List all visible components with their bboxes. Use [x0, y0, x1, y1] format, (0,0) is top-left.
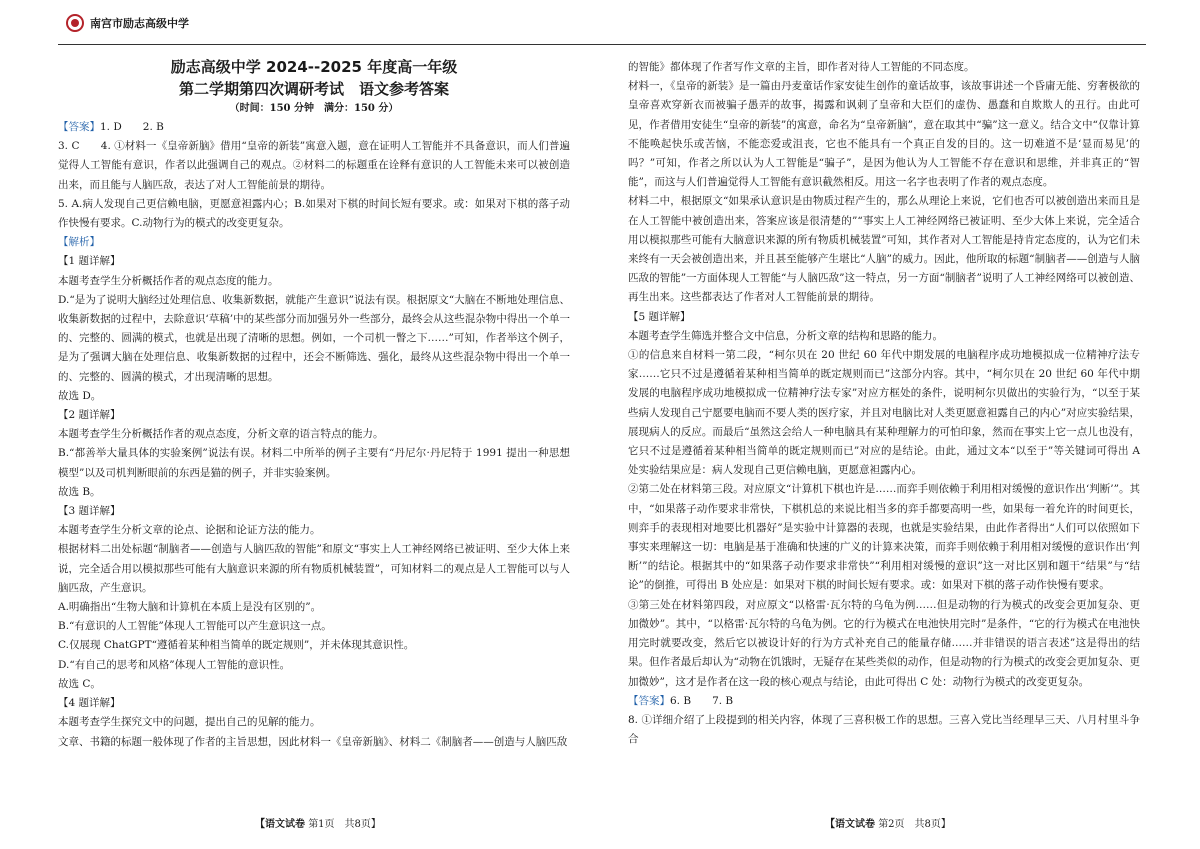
- paragraph: [58, 252, 570, 271]
- paragraph-text: D.“有自己的思考和风格”体现人工智能的意识性。: [58, 658, 291, 671]
- paragraph-text: 【4 题详解】: [58, 697, 121, 710]
- paragraph-text: 故选 D。: [58, 389, 102, 402]
- paragraph-text: 5. A.病人发现自己更信赖电脑，更愿意袒露内心；B.如果对下棋的时间长短有要求。或：如果对下棋的落子动作快慢有要求。C.动物行为的模式的改变更复杂。: [58, 197, 570, 230]
- right-column-body: [628, 58, 1140, 749]
- paragraph: [58, 137, 570, 195]
- paragraph-text: 故选 C。: [58, 677, 101, 690]
- answer-tag: 【答案】: [58, 121, 100, 133]
- school-name-logo-text: 南宫市励志高级中学: [90, 17, 189, 30]
- page-footer-right: [825, 815, 951, 830]
- left-column-body: [58, 118, 570, 752]
- paragraph-text: 【5 题详解】: [628, 310, 691, 323]
- paragraph-text: C.仅展现 ChatGPT“遵循着某种相当简单的既定规则”，并未体现其意识性。: [58, 639, 415, 652]
- paragraph: [58, 521, 570, 540]
- answer-tag: 【解析】: [58, 236, 100, 249]
- paragraph: [628, 596, 1140, 692]
- paragraph: [58, 483, 570, 502]
- document-title-line2: 第二学期第四次调研考试 语文参考答案: [178, 80, 449, 98]
- paragraph-text: 8. ①详细介绍了上段提到的相关内容，体现了三喜积极工作的思想。三喜入党比当经理早三天、八月村里斗争合: [628, 713, 1140, 746]
- paragraph-text: 本题考查学生分析概括作者的观点态度，分析文章的语言特点的能力。: [58, 428, 384, 441]
- paragraph-text: ①的信息来自材料一第二段，“柯尔贝在 20 世纪 60 年代中期发展的电脑程序成功地模拟成一位精神疗法专家……它只不过是遵循着某种相当简单的既定规则而已”这部分内容。其中，“柯尔贝在 20 世纪 60 年代中期发展的电脑程序成功地模拟成一位精神疗法专家”对应方框处的条件，说明柯尔贝做出的实验行为，“以至于某些病人发现自己宁愿要电脑而不要人类的医疗家，并且对电脑比对人类更愿意袒露自己的内心”对应实验结果，展现病人的反应。而最后“虽然这会给人一种电脑具有某种理解力的可怕印象，然而在事实上它一点儿也没有，它只不过是遵循着某种相当简单的既定规则而已”对应的是结论。由此，通过文本“以至于”等关键词可得出 A 处实验结果应是：病人发现自己更信赖电脑，更愿意袒露内心。: [628, 349, 1140, 477]
- paragraph-text: 【2 题详解】: [58, 409, 121, 422]
- paragraph-text: ③第三处在材料第四段，对应原文“以格雷·瓦尔特的乌龟为例……但是动物的行为模式的改变会更加复杂、更加微妙”。其中，“以格雷·瓦尔特的乌龟为例。它的行为模式在电池快用完时”是条件，“它的行为模式在电池快用完时就要改变，然后它以被设计好的行为方式补充自己的能量存储……并非错误的语言表述”这是得出的结果。但作者最后却认为“动物在饥饿时，无疑存在某些类似的动作，但是动物的行为模式的改变会更加复杂、更加微妙”，这才是作者在这一段的核心观点与结论，由此可得出 C 处：动物行为模式的改变更复杂。: [628, 598, 1140, 688]
- paragraph: [58, 617, 570, 636]
- paragraph: [58, 502, 570, 521]
- paragraph: [58, 444, 570, 482]
- paragraph: [58, 195, 570, 233]
- paragraph-text: 文章、书籍的标题一般体现了作者的主旨思想，因此材料一《皇帝新脑》、材料二《制脑者——创造与人脑匹敌: [58, 735, 568, 748]
- paragraph-text: 1. D 2. B: [100, 121, 164, 133]
- paragraph: [628, 192, 1140, 307]
- paragraph-text: ②第二处在材料第三段。对应原文“计算机下棋也许是……而弈手则依赖于利用相对缓慢的意识作出‘判断’”。其中，“如果落子动作要求非常快，下棋机总的来说比相当多的弈手都要高明一些，如果每一着允许的时间更长，则弈手的表现相对地要比机器好”是实验中计算器的表现，也就是实验结果，由此作者得出“人们可以依照如下事实来理解这一切：电脑是基于准确和快速的广义的计算来决策，而弈手则依赖于利用相对缓慢的意识作出‘判断’”的结论。根据其中的“如果落子动作要求非常快”“利用相对缓慢的意识”这一对比区别和题干“结果”与“结论”的倒推，可得出 B 处应是：如果对下棋的时间长短有要求。或：如果对下棋的落子动作快慢有要求。: [628, 483, 1140, 592]
- footer-left-page: 第1页 共8页】: [308, 819, 381, 830]
- header-divider: [58, 44, 1146, 45]
- paragraph-text: 故选 B。: [58, 485, 101, 498]
- paragraph-text: B.“有意识的人工智能”体现人工智能可以产生意识这一点。: [58, 620, 332, 633]
- paragraph-text: 材料二中，根据原文“如果承认意识是由物质过程产生的，那么从理论上来说，它们也否可以被创造出来而且是在人工智能中被创造出来，答案应该是很清楚的”“事实上人工神经网络已被证明、至少大体上来说，完全适合用以模拟那些可能有大脑意识来源的所有物质机械装置”可知，其作者对人工智能是持肯定态度的，认为它们未来终有一天会被创造出来，并且甚至能够产生堪比“人脑”的威力。因此，他所取的标题“制脑者——创造与人脑匹敌的智能”一方面体现人工智能“与人脑匹敌”这一特点，另一方面“制脑者”说明了人工神经网络可以被创造、再生出来。这些都表达了作者对人工智能前景的期待。: [628, 195, 1140, 304]
- paragraph: [628, 308, 1140, 327]
- paragraph: [58, 540, 570, 598]
- paragraph: [58, 118, 570, 137]
- school-logo: [66, 14, 189, 32]
- paragraph: [58, 656, 570, 675]
- paragraph: [58, 272, 570, 291]
- document-title-line1: 励志高级中学 2024--2025 年度高一年级: [170, 58, 458, 76]
- footer-right-label: 【语文试卷: [825, 819, 875, 830]
- left-column: [58, 56, 570, 752]
- paragraph: [58, 598, 570, 617]
- right-column: [628, 58, 1140, 749]
- paragraph-text: A.明确指出“生物大脑和计算机在本质上是没有区别的”。: [58, 601, 322, 614]
- paragraph-text: 的智能》都体现了作者写作文章的主旨，即作者对待人工智能的不同态度。: [628, 61, 975, 73]
- footer-left-label: 【语文试卷: [255, 819, 305, 830]
- page-footer-left: [255, 815, 381, 830]
- paragraph: [58, 233, 570, 252]
- paragraph: [628, 346, 1140, 480]
- paragraph: [58, 291, 570, 387]
- paragraph: [628, 58, 1140, 77]
- paragraph-text: 材料一，《皇帝的新装》是一篇由丹麦童话作家安徒生创作的童话故事，该故事讲述一个昏庸无能、穷奢极欲的皇帝喜欢穿新衣而被骗子愚弄的故事，揭露和讽刺了皇帝和大臣们的虚伪、愚蠢和自欺欺人的丑行。由此可见，作者借用安徒生“皇帝的新装”的寓意，命名为“皇帝新脑”，意在取其中“骗”这一意义。结合文中“仅靠计算不能唤起快乐或苦恼，不能恋爱或沮丧，它也不能具有一个真正自发的目的。这一切难道不是‘显而易见’的吗？”可知，作者之所以认为人工智能是“骗子”，是因为他认为人工智能不存在意识和思维，并非真正的“智能”，而这与人们普遍觉得人工智能有意识截然相反。用这一名字也表明了作者的观点态度。: [628, 80, 1140, 189]
- paragraph: [58, 387, 570, 406]
- paragraph-text: B.“都善举大量具体的实验案例”说法有误。材料二中所举的例子主要有“丹尼尔·丹尼特于 1991 提出一种思想模型”以及司机判断眼前的东西是猫的例子，并非实验案例。: [58, 447, 570, 479]
- paragraph-text: 3. C 4. ①材料一《皇帝新脑》借用“皇帝的新装”寓意入题，意在证明人工智能并不具备意识，而人们普遍觉得人工智能有意识，作者以此强调自己的观点。②材料二的标题重在诠释有意识的人工智能未来可以被创造出来，而且能与人脑匹敌，表达了对人工智能前景的期待。: [58, 140, 570, 191]
- paragraph: [628, 327, 1140, 346]
- school-seal-icon: [66, 14, 84, 32]
- paragraph-text: 本题考查学生筛选并整合文中信息，分析文章的结构和思路的能力。: [628, 329, 943, 342]
- paragraph-text: 【3 题详解】: [58, 505, 121, 518]
- paragraph-text: 本题考查学生分析概括作者的观点态度的能力。: [58, 274, 279, 287]
- paragraph: [628, 692, 1140, 711]
- answer-tag: 【答案】: [628, 694, 670, 707]
- paragraph: [628, 77, 1140, 192]
- paragraph-text: 本题考查学生探究文中的问题，提出自己的见解的能力。: [58, 716, 321, 729]
- paragraph: [628, 711, 1140, 749]
- paragraph-text: 本题考查学生分析文章的论点、论据和论证方法的能力。: [58, 524, 321, 537]
- paragraph: [58, 425, 570, 444]
- paragraph-text: 根据材料二出处标题“制脑者——创造与人脑匹敌的智能”和原文“事实上人工神经网络已被证明、至少大体上来说，完全适合用以模拟那些可能有大脑意识来源的所有物质机械装置”，可知材料二的观点是人工智能可以与人脑匹敌，产生意识。: [58, 543, 570, 594]
- paragraph-text: 【1 题详解】: [58, 255, 121, 268]
- exam-time-score: （时间：150 分钟 满分：150 分）: [229, 103, 399, 114]
- paragraph: [58, 713, 570, 732]
- paragraph: [628, 480, 1140, 595]
- paragraph: [58, 675, 570, 694]
- paragraph-text: 6. B 7. B: [670, 694, 734, 707]
- paragraph: [58, 636, 570, 655]
- footer-right-page: 第2页 共8页】: [878, 819, 951, 830]
- paragraph: [58, 406, 570, 425]
- paragraph: [58, 694, 570, 713]
- paragraph-text: D.“是为了说明大脑经过处理信息、收集新数据，就能产生意识”说法有误。根据原文“大脑在不断地处理信息、收集新数据的过程中，去除意识‘草稿’中的某些部分而加强另外一些部分，最终会从这些混杂物中得出一个单一的、完整的、圆满的模式，也就是出现了清晰的思想。例如，一个司机一瞥之下……”可知，作者举这个例子，是为了强调大脑在处理信息、收集新数据的过程中，还会不断筛选、强化，最终从这些混杂物中得出一个单一的、完整的、圆满的模式，才出现清晰的思想。: [58, 293, 570, 383]
- paragraph: [58, 733, 570, 752]
